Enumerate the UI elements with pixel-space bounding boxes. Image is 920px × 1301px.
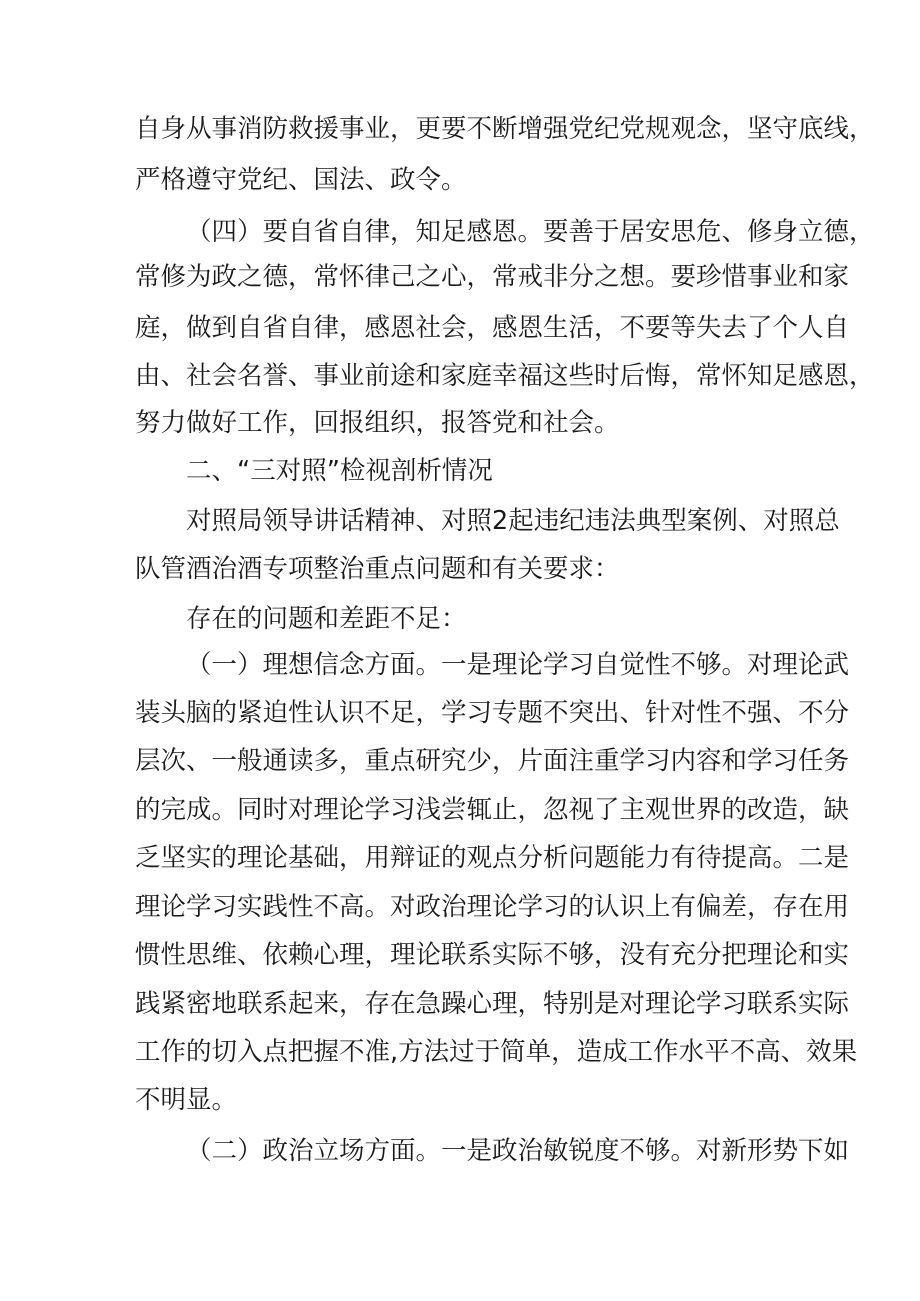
text-line: 庭，做到自省自律，感恩社会，感恩生活，不要等失去了个人自 bbox=[135, 313, 850, 343]
text-line: 装头脑的紧迫性认识不足，学习专题不突出、针对性不强、不分 bbox=[135, 698, 850, 728]
text-line: 乏坚实的理论基础，用辩证的观点分析问题能力有待提高。二是 bbox=[135, 843, 850, 873]
text-line: 由、社会名誉、事业前途和家庭幸福这些时后悔，常怀知足感恩， bbox=[135, 361, 875, 391]
text-line: 践紧密地联系起来，存在急躁心理，特别是对理论学习联系实际 bbox=[135, 989, 850, 1019]
text-line: 的完成。同时对理论学习浅尝辄止，忽视了主观世界的改造，缺 bbox=[135, 795, 850, 825]
text-line: 不明显。 bbox=[135, 1085, 238, 1115]
text-line: 工作的切入点把握不准,方法过于简单，造成工作水平不高、效果 bbox=[135, 1037, 858, 1067]
text-line: 存在的问题和差距不足： bbox=[186, 604, 467, 634]
text-line: 努力做好工作，回报组织，报答党和社会。 bbox=[135, 408, 620, 438]
text-line: （四）要自省自律，知足感恩。要善于居安思危、修身立德， bbox=[186, 217, 875, 247]
text-line: （一）理想信念方面。一是理论学习自觉性不够。对理论武 bbox=[186, 650, 850, 680]
text-line: （二）政治立场方面。一是政治敏锐度不够。对新形势下如 bbox=[186, 1136, 850, 1166]
text-line: 队管酒治酒专项整治重点问题和有关要求： bbox=[135, 554, 620, 584]
text-line: 对照局领导讲话精神、对照2起违纪违法典型案例、对照总 bbox=[186, 506, 840, 536]
text-line: 自身从事消防救援事业，更要不断增强党纪党规观念，坚守底线， bbox=[135, 114, 875, 144]
text-line: 严格遵守党纪、国法、政令。 bbox=[135, 165, 467, 195]
text-line: 理论学习实践性不高。对政治理论学习的认识上有偏差，存在用 bbox=[135, 892, 850, 922]
text-line: 常修为政之德，常怀律己之心，常戒非分之想。要珍惜事业和家 bbox=[135, 262, 850, 292]
text-line: 层次、一般通读多，重点研究少，片面注重学习内容和学习任务 bbox=[135, 746, 850, 776]
text-line: 惯性思维、依赖心理，理论联系实际不够，没有充分把理论和实 bbox=[135, 940, 850, 970]
section-heading: 二、“三对照”检视剖析情况 bbox=[186, 456, 493, 486]
